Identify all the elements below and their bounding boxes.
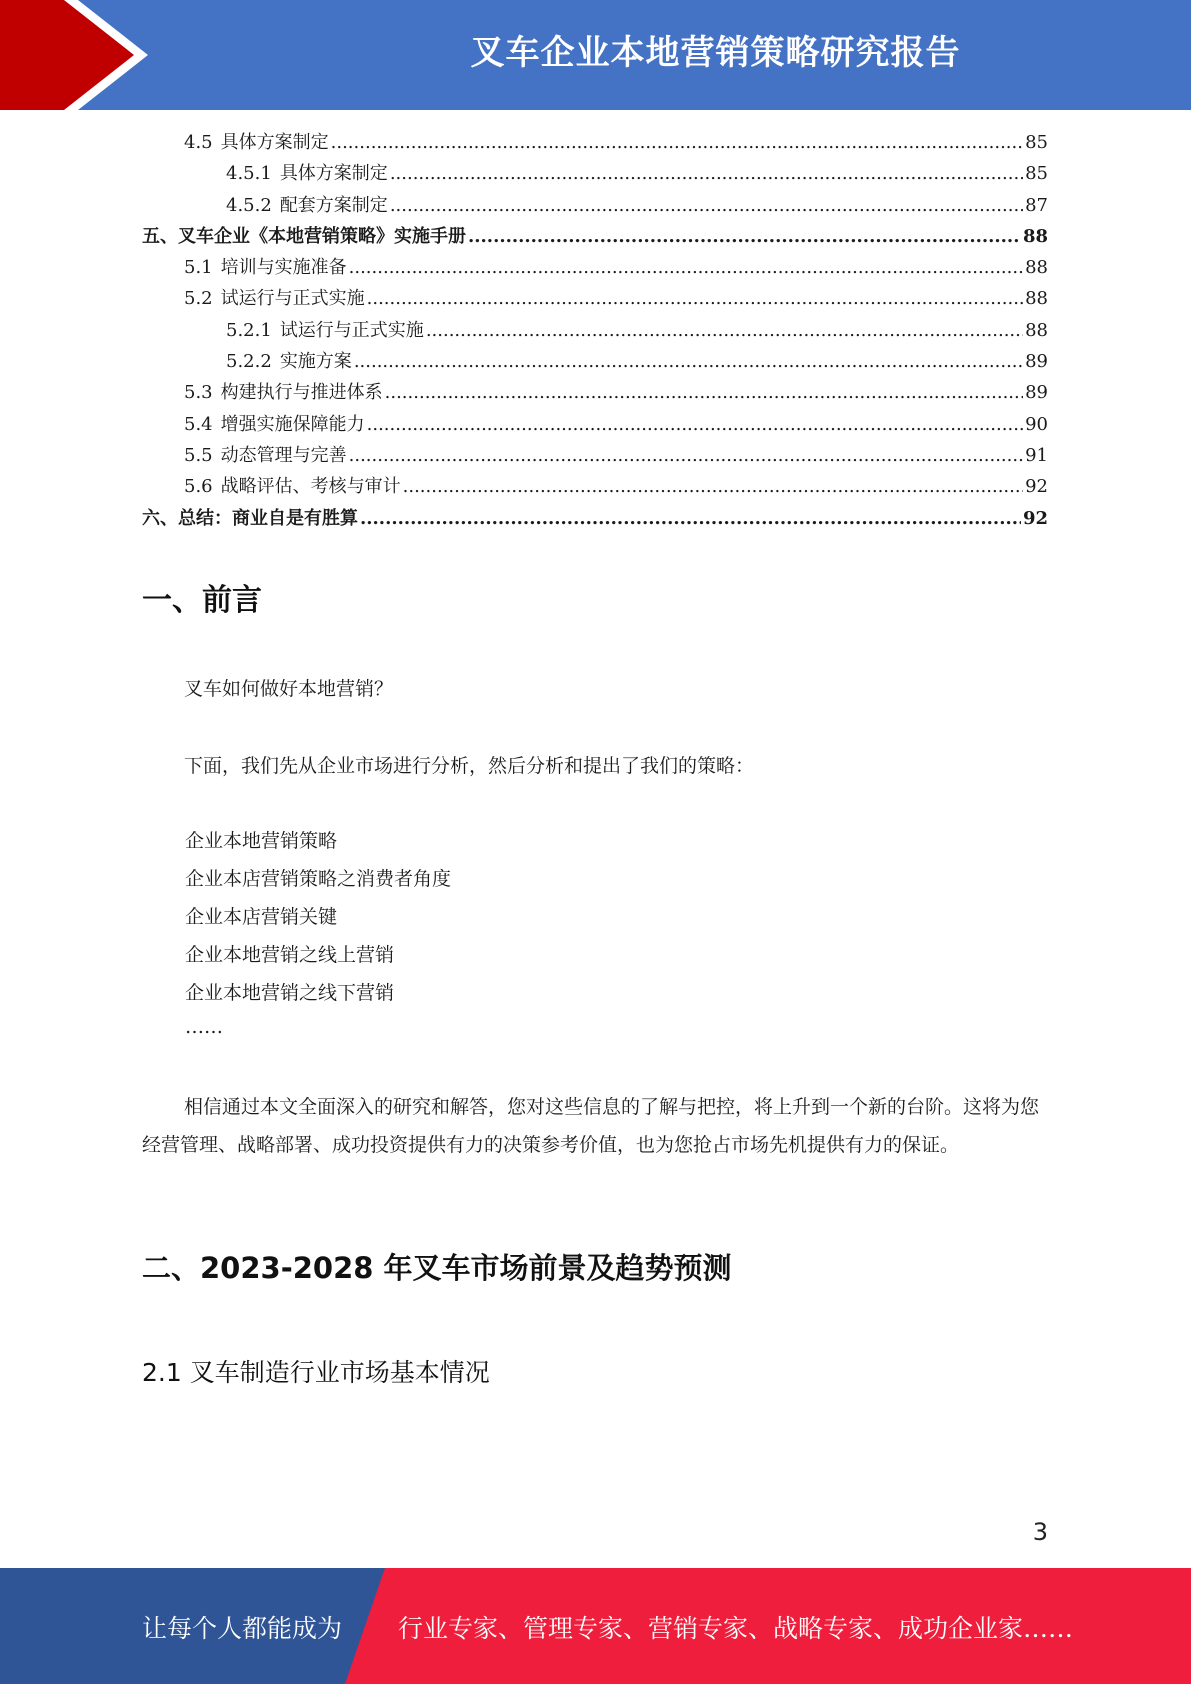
toc-entry-title: 五、叉车企业《本地营销策略》实施手册 [142,225,466,247]
list-item: 企业本店营销策略之消费者角度 [185,868,452,890]
toc-entry-page: 91 [1025,444,1048,466]
page-header [0,0,1191,110]
toc-entry-title: 战略评估、考核与审计 [220,476,401,498]
toc-dot-leader [360,508,1021,529]
list-item: …… [185,1016,223,1038]
toc-entry-number: 5.2.1 [226,319,272,341]
toc-entry-page: 89 [1025,351,1048,373]
toc-entry-title: 具体方案制定 [220,132,329,153]
toc-dot-leader [468,226,1021,247]
toc-entry-page: 92 [1022,507,1048,529]
toc-entry-title: 试运行与正式实施 [220,288,365,310]
toc-entry-page: 87 [1025,194,1048,216]
toc-entry-number: 5.2.2 [226,351,272,373]
toc-entry[interactable] [142,128,1048,159]
list-item: 企业本店营销关键 [185,906,338,928]
footer-slogan-left: 让每个人都能成为 [142,1614,343,1643]
toc-entry-number: 5.6 [184,476,213,498]
list-item: 企业本地营销策略 [185,830,338,852]
page-footer [0,1568,1191,1684]
toc-entry-page: 89 [1025,382,1048,404]
preface-conclusion: 相信通过本文全面深入的研究和解答，您对这些信息的了解与把控，将上升到一个新的台阶。这将为您经营管理、战略部署、成功投资提供有力的决策参考价值，也为您抢占市场先机提供有力的保证。 [142,1096,1040,1156]
toc-entry-title: 培训与实施准备 [220,257,347,279]
header-chevron-decoration [0,0,160,110]
toc-dot-leader [367,414,1023,435]
toc-entry-page: 92 [1025,476,1048,498]
toc-entry-title: 配套方案制定 [279,194,388,216]
toc-entry[interactable] [142,378,1048,409]
toc-entry-title: 动态管理与完善 [220,444,347,466]
toc-dot-leader [390,163,1023,184]
toc-dot-leader [426,320,1023,341]
toc-entry-number: 5.1 [184,257,213,279]
toc-entry[interactable] [142,410,1048,441]
footer-slogan-right: 行业专家、管理专家、营销专家、战略专家、成功企业家…… [398,1614,1074,1643]
toc-entry-title: 试运行与正式实施 [279,319,424,341]
subsection-heading-2-1: 2.1 叉车制造行业市场基本情况 [142,1358,490,1387]
toc-entry[interactable] [142,347,1048,378]
page-number: 3 [1032,1518,1048,1546]
toc-entry[interactable] [142,504,1048,535]
toc-entry-page: 88 [1025,257,1048,279]
toc-entry-title: 构建执行与推进体系 [220,382,383,404]
section-heading-preface: 一、前言 [142,583,262,618]
toc-entry-number: 4.5 [184,132,213,153]
toc-entry-page: 88 [1025,319,1048,341]
toc-dot-leader [331,132,1023,153]
toc-entry[interactable] [142,253,1048,284]
toc-entry[interactable] [142,159,1048,190]
toc-entry[interactable] [142,222,1048,253]
table-of-contents [142,128,1048,535]
list-item: 企业本地营销之线下营销 [185,982,395,1004]
toc-dot-leader [349,257,1023,278]
toc-entry-number: 5.2 [184,288,213,310]
toc-entry-number: 5.5 [184,444,213,466]
toc-dot-leader [349,445,1023,466]
toc-entry-page: 88 [1022,225,1048,247]
toc-entry-page: 88 [1025,288,1048,310]
toc-dot-leader [354,351,1023,372]
toc-entry[interactable] [142,472,1048,503]
document-title: 叉车企业本地营销策略研究报告 [470,33,961,73]
toc-dot-leader [403,476,1023,497]
toc-entry[interactable] [142,316,1048,347]
toc-entry-page: 90 [1025,413,1048,435]
toc-entry[interactable] [142,191,1048,222]
preface-intro: 下面，我们先从企业市场进行分析，然后分析和提出了我们的策略： [184,755,755,777]
toc-entry[interactable] [142,441,1048,472]
toc-entry-title: 六、总结：商业自是有胜算 [142,507,358,529]
toc-entry[interactable] [142,284,1048,315]
toc-entry-title: 具体方案制定 [279,163,388,185]
toc-dot-leader [390,195,1023,216]
toc-dot-leader [385,382,1023,403]
toc-entry-number: 5.3 [184,382,213,404]
toc-entry-number: 5.4 [184,413,213,435]
toc-dot-leader [367,288,1023,309]
toc-entry-number: 4.5.1 [226,163,272,185]
toc-entry-page: 85 [1025,163,1048,185]
preface-question: 叉车如何做好本地营销？ [184,678,394,700]
list-item: 企业本地营销之线上营销 [185,944,395,966]
toc-entry-title: 实施方案 [279,351,352,373]
toc-entry-page: 85 [1025,132,1048,153]
section-heading-market-outlook: 二、2023-2028 年叉车市场前景及趋势预测 [142,1251,732,1285]
toc-entry-title: 增强实施保障能力 [220,413,365,435]
toc-entry-number: 4.5.2 [226,194,272,216]
strategy-list [185,822,451,1042]
